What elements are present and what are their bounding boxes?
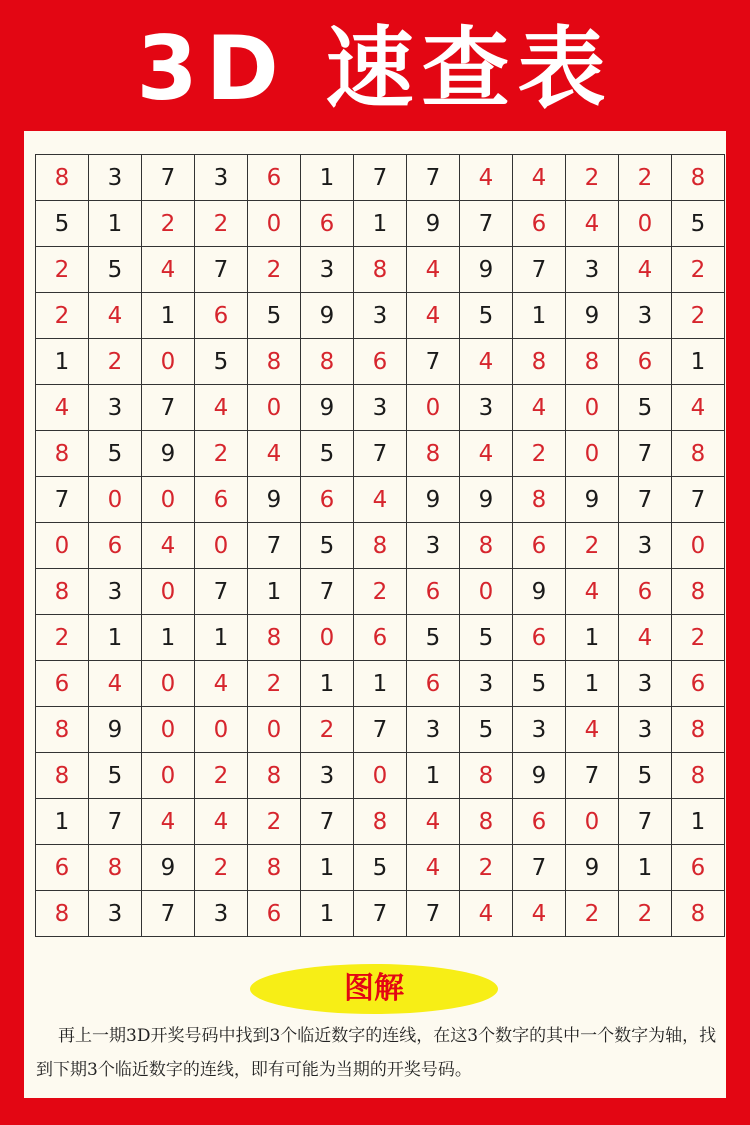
grid-cell: 2: [195, 431, 248, 477]
grid-cell: 9: [513, 569, 566, 615]
grid-cell: 4: [407, 293, 460, 339]
grid-cell: 4: [460, 891, 513, 937]
grid-cell: 2: [672, 615, 725, 661]
grid-cell: 4: [513, 155, 566, 201]
grid-cell: 1: [89, 615, 142, 661]
grid-cell: 2: [248, 799, 301, 845]
grid-cell: 0: [36, 523, 89, 569]
grid-cell: 8: [36, 707, 89, 753]
content-panel: [24, 131, 726, 1098]
grid-cell: 1: [566, 615, 619, 661]
grid-cell: 9: [566, 845, 619, 891]
grid-cell: 0: [619, 201, 672, 247]
grid-cell: 7: [142, 385, 195, 431]
grid-cell: 6: [513, 201, 566, 247]
grid-cell: 8: [248, 753, 301, 799]
grid-cell: 7: [672, 477, 725, 523]
grid-cell: 2: [672, 247, 725, 293]
grid-cell: 4: [89, 661, 142, 707]
grid-cell: 1: [301, 845, 354, 891]
grid-cell: 8: [672, 753, 725, 799]
grid-cell: 0: [142, 339, 195, 385]
grid-row: [36, 753, 725, 799]
grid-cell: 5: [460, 615, 513, 661]
grid-cell: 5: [513, 661, 566, 707]
grid-cell: 8: [36, 891, 89, 937]
grid-cell: 4: [460, 431, 513, 477]
grid-cell: 0: [142, 707, 195, 753]
grid-cell: 8: [672, 569, 725, 615]
grid-cell: 6: [513, 615, 566, 661]
grid-cell: 7: [407, 339, 460, 385]
grid-cell: 7: [407, 891, 460, 937]
grid-cell: 7: [354, 155, 407, 201]
grid-cell: 5: [619, 385, 672, 431]
grid-cell: 9: [460, 477, 513, 523]
grid-cell: 6: [513, 523, 566, 569]
grid-cell: 8: [248, 845, 301, 891]
grid-cell: 1: [195, 615, 248, 661]
grid-row: [36, 569, 725, 615]
grid-cell: 6: [301, 201, 354, 247]
grid-row: [36, 385, 725, 431]
grid-cell: 0: [566, 431, 619, 477]
grid-cell: 9: [142, 431, 195, 477]
grid-cell: 4: [195, 661, 248, 707]
grid-cell: 0: [195, 707, 248, 753]
grid-cell: 7: [195, 247, 248, 293]
grid-cell: 9: [301, 293, 354, 339]
grid-cell: 7: [354, 707, 407, 753]
grid-cell: 2: [36, 293, 89, 339]
grid-cell: 2: [566, 155, 619, 201]
grid-cell: 6: [407, 569, 460, 615]
grid-cell: 9: [248, 477, 301, 523]
grid-cell: 3: [566, 247, 619, 293]
grid-cell: 8: [248, 615, 301, 661]
grid-cell: 2: [619, 155, 672, 201]
grid-cell: 8: [672, 707, 725, 753]
grid-cell: 4: [142, 523, 195, 569]
grid-cell: 3: [460, 661, 513, 707]
grid-row: [36, 707, 725, 753]
grid-cell: 8: [248, 339, 301, 385]
grid-cell: 4: [354, 477, 407, 523]
grid-cell: 4: [619, 247, 672, 293]
grid-cell: 4: [195, 799, 248, 845]
grid-cell: 0: [566, 799, 619, 845]
grid-row: [36, 615, 725, 661]
grid-cell: 2: [195, 845, 248, 891]
grid-cell: 1: [619, 845, 672, 891]
grid-cell: 8: [672, 155, 725, 201]
grid-cell: 5: [407, 615, 460, 661]
grid-cell: 8: [36, 155, 89, 201]
grid-cell: 2: [513, 431, 566, 477]
grid-cell: 7: [407, 155, 460, 201]
grid-cell: 5: [301, 431, 354, 477]
grid-cell: 7: [513, 845, 566, 891]
grid-cell: 7: [248, 523, 301, 569]
grid-cell: 8: [460, 523, 513, 569]
grid-cell: 7: [354, 431, 407, 477]
grid-cell: 3: [407, 523, 460, 569]
grid-cell: 8: [89, 845, 142, 891]
grid-cell: 3: [513, 707, 566, 753]
grid-cell: 0: [195, 523, 248, 569]
grid-cell: 5: [301, 523, 354, 569]
grid-cell: 8: [460, 799, 513, 845]
grid-cell: 8: [513, 339, 566, 385]
grid-cell: 2: [89, 339, 142, 385]
grid-cell: 1: [36, 339, 89, 385]
grid-cell: 2: [566, 891, 619, 937]
grid-row: [36, 155, 725, 201]
grid-cell: 3: [619, 661, 672, 707]
grid-cell: 3: [89, 155, 142, 201]
grid-cell: 8: [460, 753, 513, 799]
grid-row: [36, 477, 725, 523]
grid-cell: 2: [301, 707, 354, 753]
grid-cell: 8: [354, 523, 407, 569]
grid-cell: 4: [142, 799, 195, 845]
grid-cell: 2: [672, 293, 725, 339]
grid-cell: 3: [89, 569, 142, 615]
grid-row: [36, 845, 725, 891]
grid-cell: 0: [407, 385, 460, 431]
grid-cell: 8: [36, 431, 89, 477]
grid-cell: 4: [407, 799, 460, 845]
grid-cell: 8: [407, 431, 460, 477]
grid-cell: 8: [301, 339, 354, 385]
grid-row: [36, 339, 725, 385]
grid-cell: 9: [513, 753, 566, 799]
grid-cell: 1: [566, 661, 619, 707]
grid-cell: 4: [566, 569, 619, 615]
grid-cell: 2: [142, 201, 195, 247]
grid-cell: 0: [672, 523, 725, 569]
grid-cell: 8: [566, 339, 619, 385]
grid-cell: 8: [36, 569, 89, 615]
grid-cell: 1: [36, 799, 89, 845]
grid-cell: 1: [513, 293, 566, 339]
grid-cell: 5: [89, 247, 142, 293]
grid-cell: 0: [460, 569, 513, 615]
grid-cell: 4: [36, 385, 89, 431]
grid-cell: 8: [672, 891, 725, 937]
grid-cell: 4: [407, 247, 460, 293]
grid-cell: 3: [301, 247, 354, 293]
grid-cell: 7: [513, 247, 566, 293]
grid-cell: 4: [460, 155, 513, 201]
grid-row: [36, 799, 725, 845]
grid-cell: 7: [619, 431, 672, 477]
grid-cell: 0: [301, 615, 354, 661]
grid-cell: 6: [248, 155, 301, 201]
grid-cell: 4: [566, 201, 619, 247]
grid-cell: 9: [566, 477, 619, 523]
grid-cell: 2: [195, 201, 248, 247]
page-title: 3D 速查表: [136, 17, 614, 120]
grid-row: [36, 891, 725, 937]
grid-cell: 5: [460, 293, 513, 339]
grid-cell: 6: [619, 339, 672, 385]
grid-cell: 5: [248, 293, 301, 339]
grid-cell: 3: [301, 753, 354, 799]
grid-cell: 9: [89, 707, 142, 753]
grid-cell: 1: [301, 661, 354, 707]
grid-cell: 5: [672, 201, 725, 247]
grid-cell: 7: [354, 891, 407, 937]
grid-cell: 9: [142, 845, 195, 891]
grid-cell: 8: [36, 753, 89, 799]
grid-cell: 5: [619, 753, 672, 799]
legend-description: 再上一期3D开奖号码中找到3个临近数字的连线，在这3个数字的其中一个数字为轴，找到下期3个临近数字的连线，即有可能为当期的开奖号码。: [36, 1026, 717, 1080]
grid-cell: 7: [142, 891, 195, 937]
grid-cell: 8: [354, 247, 407, 293]
grid-cell: 7: [142, 155, 195, 201]
grid-cell: 1: [354, 661, 407, 707]
grid-cell: 8: [672, 431, 725, 477]
grid-row: [36, 201, 725, 247]
grid-cell: 6: [354, 615, 407, 661]
grid-cell: 3: [619, 707, 672, 753]
grid-cell: 2: [354, 569, 407, 615]
grid-cell: 9: [301, 385, 354, 431]
grid-cell: 1: [89, 201, 142, 247]
grid-cell: 0: [566, 385, 619, 431]
grid-cell: 5: [460, 707, 513, 753]
grid-cell: 4: [142, 247, 195, 293]
grid-cell: 2: [248, 661, 301, 707]
grid-cell: 3: [460, 385, 513, 431]
grid-cell: 5: [89, 431, 142, 477]
grid-cell: 6: [195, 293, 248, 339]
grid-cell: 0: [89, 477, 142, 523]
grid-cell: 6: [672, 661, 725, 707]
number-grid: [35, 154, 725, 937]
grid-cell: 6: [248, 891, 301, 937]
grid-cell: 3: [354, 293, 407, 339]
grid-cell: 6: [301, 477, 354, 523]
grid-cell: 2: [195, 753, 248, 799]
grid-cell: 1: [301, 155, 354, 201]
grid-cell: 4: [407, 845, 460, 891]
grid-cell: 3: [195, 891, 248, 937]
grid-cell: 4: [672, 385, 725, 431]
grid-cell: 1: [407, 753, 460, 799]
grid-cell: 7: [619, 477, 672, 523]
grid-row: [36, 661, 725, 707]
grid-cell: 2: [36, 615, 89, 661]
grid-cell: 7: [89, 799, 142, 845]
grid-cell: 4: [619, 615, 672, 661]
grid-cell: 1: [301, 891, 354, 937]
grid-cell: 4: [513, 891, 566, 937]
grid-cell: 0: [248, 201, 301, 247]
grid-cell: 3: [407, 707, 460, 753]
grid-cell: 2: [619, 891, 672, 937]
grid-cell: 7: [566, 753, 619, 799]
grid-cell: 9: [460, 247, 513, 293]
grid-cell: 0: [142, 661, 195, 707]
grid-cell: 0: [142, 477, 195, 523]
grid-row: [36, 431, 725, 477]
grid-row: [36, 247, 725, 293]
grid-cell: 4: [513, 385, 566, 431]
grid-cell: 7: [301, 799, 354, 845]
grid-cell: 7: [301, 569, 354, 615]
grid-cell: 2: [566, 523, 619, 569]
grid-cell: 3: [195, 155, 248, 201]
grid-cell: 2: [36, 247, 89, 293]
grid-cell: 2: [248, 247, 301, 293]
grid-cell: 7: [460, 201, 513, 247]
grid-cell: 5: [354, 845, 407, 891]
grid-cell: 6: [619, 569, 672, 615]
grid-cell: 5: [195, 339, 248, 385]
grid-cell: 0: [354, 753, 407, 799]
grid-cell: 3: [619, 293, 672, 339]
grid-cell: 4: [89, 293, 142, 339]
grid-cell: 4: [460, 339, 513, 385]
grid-cell: 9: [407, 201, 460, 247]
grid-cell: 6: [407, 661, 460, 707]
grid-cell: 3: [89, 385, 142, 431]
grid-row: [36, 523, 725, 569]
grid-cell: 1: [142, 615, 195, 661]
grid-cell: 0: [248, 385, 301, 431]
grid-cell: 1: [248, 569, 301, 615]
grid-cell: 7: [619, 799, 672, 845]
grid-cell: 1: [142, 293, 195, 339]
grid-cell: 3: [89, 891, 142, 937]
grid-cell: 6: [513, 799, 566, 845]
grid-cell: 1: [672, 339, 725, 385]
grid-cell: 1: [354, 201, 407, 247]
grid-cell: 6: [195, 477, 248, 523]
grid-cell: 3: [354, 385, 407, 431]
grid-cell: 7: [195, 569, 248, 615]
grid-cell: 4: [195, 385, 248, 431]
grid-cell: 2: [460, 845, 513, 891]
grid-cell: 8: [354, 799, 407, 845]
grid-cell: 5: [36, 201, 89, 247]
grid-cell: 6: [89, 523, 142, 569]
grid-cell: 3: [619, 523, 672, 569]
grid-cell: 6: [36, 661, 89, 707]
grid-cell: 4: [248, 431, 301, 477]
grid-cell: 0: [142, 753, 195, 799]
grid-cell: 6: [354, 339, 407, 385]
legend-banner: [250, 964, 498, 1014]
grid-cell: 0: [142, 569, 195, 615]
grid-cell: 6: [672, 845, 725, 891]
grid-cell: 9: [407, 477, 460, 523]
legend-label: 图解: [344, 971, 404, 1006]
grid-cell: 1: [672, 799, 725, 845]
grid-cell: 9: [566, 293, 619, 339]
grid-cell: 8: [513, 477, 566, 523]
grid-cell: 6: [36, 845, 89, 891]
grid-cell: 0: [248, 707, 301, 753]
grid-cell: 7: [36, 477, 89, 523]
grid-cell: 5: [89, 753, 142, 799]
grid-row: [36, 293, 725, 339]
grid-cell: 4: [566, 707, 619, 753]
